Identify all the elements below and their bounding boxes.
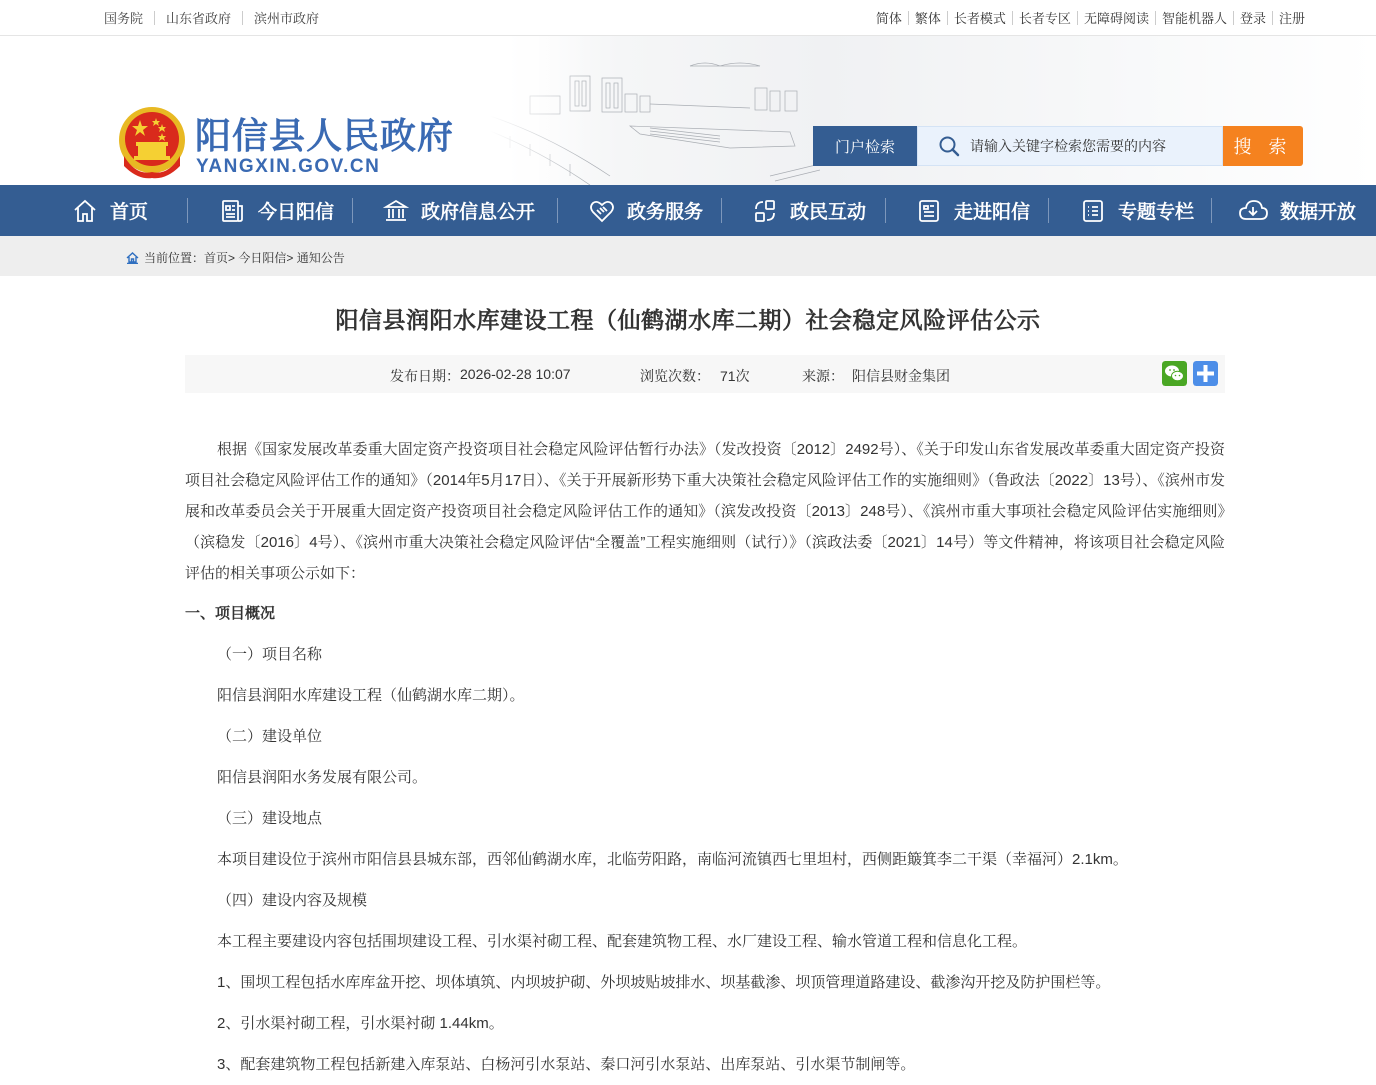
paragraph: 阳信县润阳水务发展有限公司。 [217,769,428,786]
nav-label: 走进阳信 [954,202,1031,223]
article-title: 阳信县润阳水库建设工程（仙鹤湖水库二期）社会稳定风险评估公示 [335,308,1041,334]
breadcrumb-separator: > [286,250,294,265]
handshake-heart-icon [589,198,615,224]
paragraph: 阳信县润阳水库建设工程（仙鹤湖水库二期）。 [217,687,525,704]
breadcrumb [126,249,345,266]
nav-item-interaction[interactable] [752,185,866,236]
nav-label: 数据开放 [1280,202,1357,223]
link-login[interactable]: 登录 [1239,11,1266,26]
nav-item-gov-services[interactable] [589,185,703,236]
nav-label: 政务服务 [627,202,704,223]
nav-divider [1211,198,1212,223]
link-elder-zone[interactable]: 长者专区 [1018,11,1071,26]
nav-label: 政民互动 [790,202,867,223]
divider [242,11,243,25]
link-binzhou-gov[interactable]: 滨州市政府 [254,11,320,26]
cityscape-illustration [490,36,820,185]
article-content [185,434,1225,1081]
more-share-icon[interactable] [1193,361,1218,386]
nav-divider [557,198,558,223]
subsection-heading: （一）项目名称 [217,646,323,663]
main-nav [0,185,1376,236]
government-building-icon [383,198,409,224]
home-icon [126,252,139,264]
nav-item-gov-info[interactable] [383,185,535,236]
breadcrumb-prefix: 当前位置： [144,251,205,265]
views-label: 浏览次数： [640,368,710,384]
intro-paragraph: 根据《国家发展改革委重大固定资产投资项目社会稳定风险评估暂行办法》（发改投资〔2012〕2492号）、《关于印发山东省发展改革委重大固定资产投资项目社会稳定风险评估工作的通知》（2014年5月17日）、《关于开展新形势下重大决策社会稳定风险评估工作的实施细则》（鲁政法〔2022〕13号）、《滨州市发展和改革委员会关于开展重大固定资产投资项目社会稳定风险评估工作的通知》（滨发改投资〔2013〕248号）、《滨州市重大事项社会稳定风险评估实施细则》（滨稳发〔2016〕4号）、《滨州市重大决策社会稳定风险评估“全覆盖”工程实施细则（试行）》（滨政法委〔2021〕14号）等文件精神，将该项目社会稳定风险评估的相关事项公示如下： [185,441,1225,582]
search-button[interactable]: 搜 索 [1223,126,1303,166]
link-simplified[interactable]: 简体 [875,11,902,26]
list-item: 1、围坝工程包括水库库盆开挖、坝体填筑、内坝坡护砌、外坝坡贴坡排水、坝基截渗、坝顶管理道路建设、截渗沟开挖及防护围栏等。 [217,974,1111,991]
nav-item-about-yangxin[interactable] [916,185,1030,236]
link-register[interactable]: 注册 [1278,11,1305,26]
nav-divider [187,198,188,223]
breadcrumb-today-yangxin[interactable]: 今日阳信 [238,251,287,265]
subsection-heading: （四）建设内容及规模 [217,892,368,909]
link-robot[interactable]: 智能机器人 [1161,11,1227,26]
list-icon [1080,198,1106,224]
publish-date-label: 发布日期： [390,368,460,384]
top-bar [0,0,1376,36]
breadcrumb-bar [0,236,1376,276]
search-input[interactable] [970,138,1210,154]
source-value: 阳信县财金集团 [852,368,950,384]
nav-divider [352,198,353,223]
breadcrumb-notices[interactable]: 通知公告 [296,251,345,265]
portal-search-label[interactable]: 门户检索 [813,126,917,166]
document-icon [916,198,942,224]
nav-item-open-data[interactable] [1238,185,1356,236]
link-accessibility[interactable]: 无障碍阅读 [1083,11,1149,26]
cloud-download-icon [1238,198,1268,224]
paragraph: 本项目建设位于滨州市阳信县县城东部，西邻仙鹤湖水库，北临劳阳路，南临河流镇西七里坦村，西侧距簸箕李二干渠（幸福河）2.1km。 [217,851,1128,868]
nav-label: 政府信息公开 [421,202,536,223]
home-icon [72,198,98,224]
divider [1233,11,1234,25]
nav-item-today-yangxin[interactable] [220,185,334,236]
top-links-left [104,8,319,27]
nav-item-special-topics[interactable] [1080,185,1194,236]
link-shandong-gov[interactable]: 山东省政府 [166,11,232,26]
subsection-heading: （三）建设地点 [217,810,323,827]
views-count: 71次 [720,368,750,384]
national-emblem-icon [116,106,188,180]
nav-label: 首页 [110,202,149,223]
nav-label: 专题专栏 [1118,202,1195,223]
publish-date: 2026-02-28 10:07 [460,366,571,382]
breadcrumb-separator: > [228,250,236,265]
link-elder-mode[interactable]: 长者模式 [953,11,1006,26]
site-title: 阳信县人民政府 [195,116,455,157]
interaction-icon [752,198,778,224]
subsection-heading: （二）建设单位 [217,728,323,745]
divider [1272,11,1273,25]
link-traditional[interactable]: 繁体 [914,11,941,26]
divider [908,11,909,25]
list-item: 2、引水渠衬砌工程，引水渠衬砌 1.44km。 [217,1015,504,1032]
breadcrumb-home[interactable]: 首页 [204,251,229,265]
paragraph: 本工程主要建设内容包括围坝建设工程、引水渠衬砌工程、配套建筑物工程、水厂建设工程、输水管道工程和信息化工程。 [217,933,1028,950]
link-state-council[interactable]: 国务院 [104,11,144,26]
divider [154,11,155,25]
nav-divider [885,198,886,223]
search-box [917,126,1223,166]
nav-label: 今日阳信 [258,202,335,223]
source-label: 来源： [802,368,844,384]
search-icon [938,135,960,157]
newspaper-icon [220,198,246,224]
divider [1012,11,1013,25]
list-item: 3、配套建筑物工程包括新建入库泵站、白杨河引水泵站、秦口河引水泵站、出库泵站、引水渠节制闸等。 [217,1056,916,1073]
search-area [813,126,1303,166]
nav-divider [721,198,722,223]
site-domain: YANGXIN.GOV.CN [196,156,381,177]
nav-divider [1048,198,1049,223]
divider [1077,11,1078,25]
article-meta [185,355,1225,393]
top-links-right [876,8,1305,27]
site-header [0,36,1376,185]
section-heading: 一、项目概况 [185,605,276,622]
wechat-share-icon[interactable] [1162,361,1187,386]
divider [947,11,948,25]
divider [1155,11,1156,25]
nav-item-home[interactable] [72,185,148,236]
